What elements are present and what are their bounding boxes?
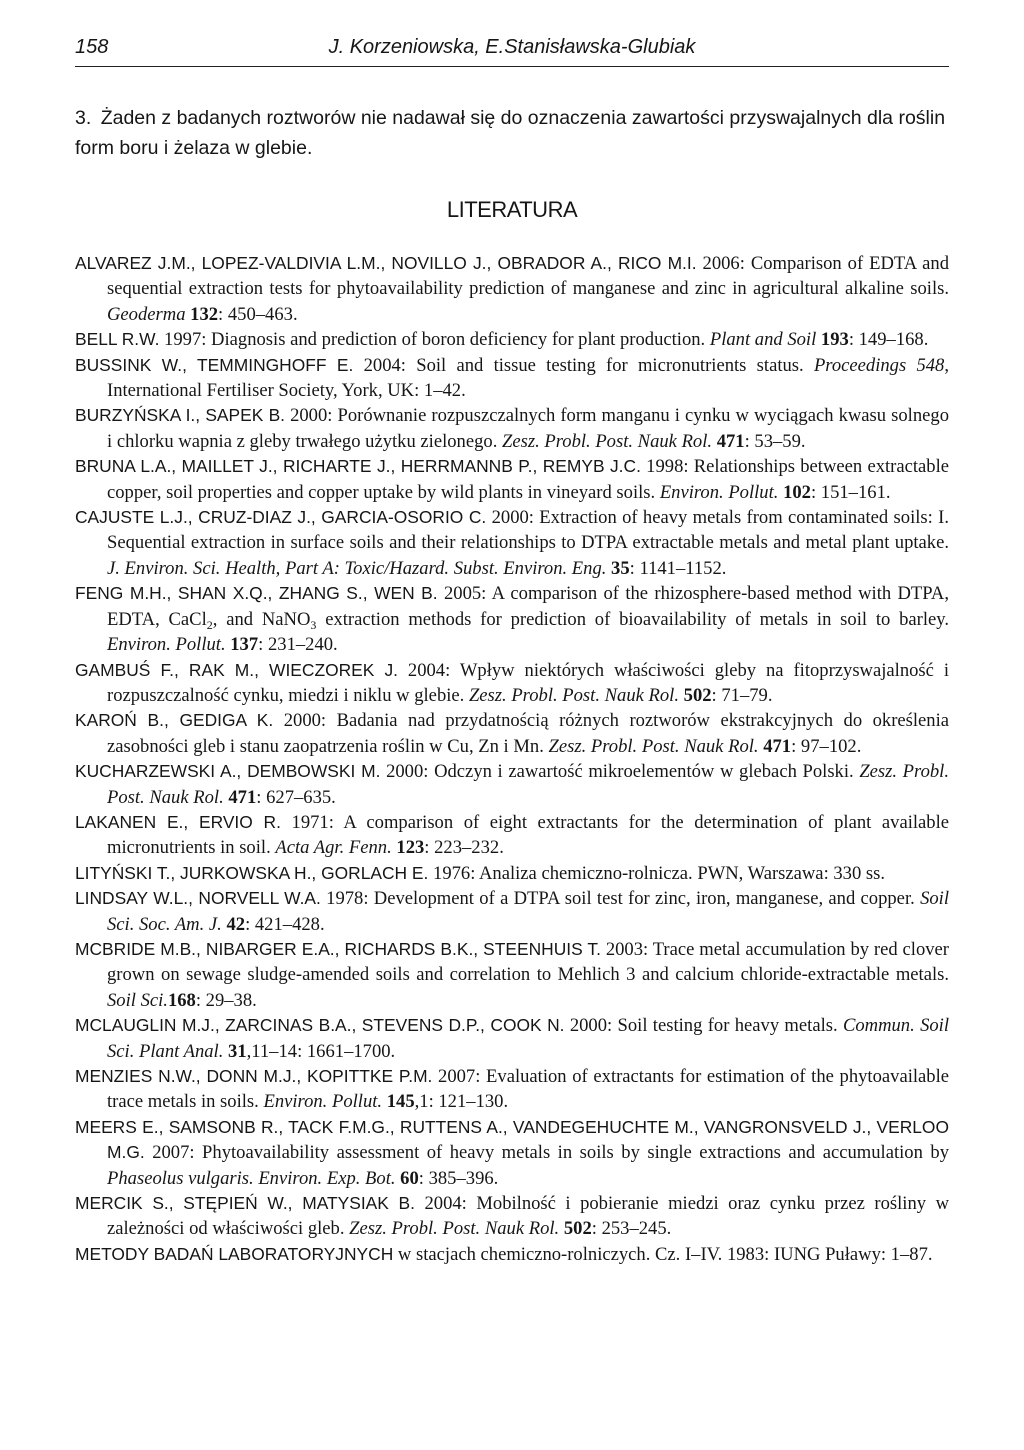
- reference-volume: 502: [559, 1218, 592, 1240]
- reference-body: 2003: Trace metal accumulation by red clover grown on sewage sludge-amended soils and correlation to Mehlich 3 and calcium chloride-extractable metals.: [107, 938, 950, 986]
- reference-pages: : 71–79.: [711, 684, 773, 706]
- reference-volume: 35: [606, 557, 630, 579]
- reference-volume: 471: [223, 786, 257, 808]
- reference-authors: KAROŃ B., GEDIGA K.: [75, 710, 274, 731]
- reference-body: 2007: Phytoavailability assessment of heavy metals in soils by single extractions and accumulation by: [144, 1142, 949, 1164]
- reference-journal: Zesz. Probl. Post. Nauk Rol.: [468, 684, 679, 706]
- reference-journal: Soil Sci. Soc. Am. J.: [107, 888, 949, 935]
- reference-entry: [75, 505, 949, 581]
- reference-body: 1997: Diagnosis and prediction of boron deficiency for plant production.: [159, 329, 710, 351]
- conclusion-item: [75, 103, 949, 163]
- reference-list: [75, 251, 949, 1267]
- reference-pages: : 223–232.: [424, 837, 504, 859]
- reference-body: 2000: Porównanie rozpuszczalnych form manganu i cynku w wyciągach kwasu solnego i chlorku wapnia z gleby trwałego użytku zielonego.: [107, 405, 949, 452]
- reference-entry: [75, 454, 949, 505]
- reference-journal: Geoderma: [107, 303, 186, 325]
- reference-pages: : 151–161.: [810, 481, 891, 503]
- reference-entry: [75, 1013, 949, 1064]
- reference-authors: MEERS E., SAMSONB R., TACK F.M.G., RUTTENS A., VANDEGEHUCHTE M., VANGRONSVELD J., VERLOO M.G.: [75, 1116, 949, 1163]
- reference-body: 2000: Extraction of heavy metals from contaminated soils: I. Sequential extraction in surface soils and their relationships to DTPA extractable metals and metal plant uptake.: [107, 507, 950, 554]
- reference-entry: [75, 353, 949, 404]
- reference-volume: 502: [679, 684, 712, 706]
- reference-pages: ,11–14: 1661–1700.: [246, 1040, 396, 1062]
- reference-volume: 168: [167, 989, 196, 1011]
- section-title: LITERATURA: [446, 197, 578, 222]
- reference-entry: [75, 937, 949, 1013]
- reference-entry: [75, 658, 949, 709]
- reference-authors: FENG M.H., SHAN X.Q., ZHANG S., WEN B.: [75, 583, 438, 604]
- reference-authors: MENZIES N.W., DONN M.J., KOPITTKE P.M.: [75, 1066, 433, 1086]
- reference-journal: Commun. Soil Sci. Plant Anal.: [107, 1015, 949, 1062]
- reference-volume: 60: [395, 1167, 419, 1189]
- reference-pages: : 627–635.: [256, 786, 336, 808]
- reference-volume: 471: [712, 430, 745, 452]
- reference-pages: : 29–38.: [195, 989, 257, 1011]
- reference-volume: 471: [758, 735, 792, 757]
- reference-entry: [75, 251, 949, 327]
- reference-entry: [75, 581, 949, 657]
- reference-volume: 132: [185, 303, 219, 325]
- reference-body: 2000: Soil testing for heavy metals.: [564, 1015, 843, 1037]
- reference-pages: : 1141–1152.: [629, 557, 727, 579]
- reference-authors: LINDSAY W.L., NORVELL W.A.: [75, 888, 321, 909]
- reference-pages: , International Fertiliser Society, York, UK: 1–42.: [107, 354, 949, 402]
- reference-volume: 102: [778, 481, 811, 503]
- reference-pages: : 385–396.: [418, 1167, 499, 1189]
- reference-body: 1976: Analiza chemiczno-rolnicza. PWN, Warszawa: 330 ss.: [428, 862, 886, 884]
- reference-authors: BELL R.W.: [75, 329, 160, 350]
- running-header: [75, 36, 949, 67]
- reference-body: 1971: A comparison of eight extractants for the determination of plant available micronutrients in soil.: [107, 811, 950, 859]
- subscript: 3: [310, 617, 317, 632]
- reference-volume: 193: [816, 329, 849, 351]
- reference-body: , and NaNO: [212, 608, 311, 630]
- conclusion-number: 3.: [75, 107, 92, 129]
- reference-pages: : 450–463.: [218, 303, 298, 325]
- reference-entry: [75, 1115, 949, 1191]
- reference-journal: Phaseolus vulgaris. Environ. Exp. Bot.: [107, 1167, 396, 1189]
- reference-volume: 31: [223, 1040, 247, 1062]
- reference-journal: Proceedings 548: [813, 354, 945, 376]
- reference-pages: : 421–428.: [245, 913, 325, 935]
- reference-entry: [75, 886, 949, 937]
- reference-volume: 42: [221, 913, 246, 935]
- reference-entry: [75, 327, 949, 352]
- reference-body: 1978: Development of a DTPA soil test for zinc, iron, manganese, and copper.: [320, 888, 921, 910]
- reference-journal: Zesz. Probl. Post. Nauk Rol.: [107, 761, 949, 808]
- reference-authors: METODY BADAŃ LABORATORYJNYCH: [75, 1243, 394, 1264]
- reference-journal: J. Environ. Sci. Health, Part A: Toxic/Hazard. Subst. Environ. Eng.: [107, 557, 607, 579]
- reference-entry: [75, 861, 949, 886]
- reference-authors: LITYŃSKI T., JURKOWSKA H., GORLACH E.: [75, 862, 429, 883]
- reference-body: 2006: Comparison of EDTA and sequential extraction tests for phytoavailability prediction of manganese and zinc in agricultural alkaline soils.: [107, 253, 949, 300]
- reference-journal: Zesz. Probl. Post. Nauk Rol.: [502, 430, 713, 452]
- reference-pages: : 53–59.: [744, 430, 806, 452]
- reference-body: 2004: Soil and tissue testing for micronutrients status.: [353, 354, 814, 376]
- reference-journal: Zesz. Probl. Post. Nauk Rol.: [548, 735, 759, 757]
- reference-entry: [75, 759, 949, 810]
- reference-journal: Soil Sci.: [107, 989, 168, 1011]
- reference-entry: [75, 1242, 949, 1267]
- reference-entry: [75, 810, 949, 861]
- reference-body: 2007: Evaluation of extractants for estimation of the phytoavailable trace metals in soils.: [107, 1066, 950, 1113]
- running-header-authors: J. Korzeniowska, E.Stanisławska-Glubiak: [328, 36, 696, 58]
- reference-entry: [75, 403, 949, 454]
- reference-journal: Plant and Soil: [709, 329, 817, 351]
- reference-authors: GAMBUŚ F., RAK M., WIECZOREK J.: [75, 659, 398, 680]
- reference-pages: : 149–168.: [848, 329, 929, 351]
- reference-body: 2005: A comparison of the rhizosphere-based method with DTPA, EDTA, CaCl: [107, 583, 949, 630]
- reference-volume: 145: [382, 1091, 415, 1113]
- reference-journal: Zesz. Probl. Post. Nauk Rol.: [349, 1218, 560, 1240]
- reference-entry: [75, 708, 949, 759]
- reference-authors: BUSSINK W., TEMMINGHOFF E.: [75, 354, 354, 375]
- reference-authors: CAJUSTE L.J., CRUZ-DIAZ J., GARCIA-OSORIO C.: [75, 507, 487, 528]
- reference-volume: 137: [225, 634, 259, 656]
- reference-entry: [75, 1064, 949, 1115]
- reference-pages: : 231–240.: [258, 634, 338, 656]
- reference-body: w stacjach chemiczno-rolniczych. Cz. I–IV. 1983: IUNG Puławy: 1–87.: [393, 1243, 933, 1265]
- reference-authors: MCBRIDE M.B., NIBARGER E.A., RICHARDS B.K., STEENHUIS T.: [75, 938, 601, 959]
- reference-volume: 123: [391, 837, 425, 859]
- reference-authors: ALVAREZ J.M., LOPEZ-VALDIVIA L.M., NOVILLO J., OBRADOR A., RICO M.I.: [75, 253, 697, 273]
- reference-pages: ,1: 121–130.: [414, 1091, 509, 1113]
- reference-journal: Environ. Pollut.: [263, 1091, 383, 1113]
- reference-authors: MCLAUGLIN M.J., ZARCINAS B.A., STEVENS D.P., COOK N.: [75, 1015, 565, 1036]
- reference-body: 2000: Odczyn i zawartość mikroelementów w glebach Polski.: [380, 761, 860, 783]
- reference-body: 2004: Mobilność i pobieranie miedzi oraz cynku przez rośliny w zależności od właściwości gleb.: [107, 1193, 949, 1240]
- reference-journal: Acta Agr. Fenn.: [275, 837, 392, 859]
- subscript: 2: [206, 617, 213, 632]
- reference-journal: Environ. Pollut.: [659, 481, 779, 503]
- reference-body: 2000: Badania nad przydatnością różnych roztworów ekstrakcyjnych do określenia zasobności gleb i stanu zaopatrzenia roślin w Cu, Zn i Mn.: [107, 710, 950, 757]
- reference-authors: LAKANEN E., ERVIO R.: [75, 811, 281, 832]
- reference-body: 2004: Wpływ niektórych właściwości gleby na fitoprzyswajalność i rozpuszczalność cynku, miedzi i niklu w glebie.: [107, 659, 949, 706]
- reference-authors: KUCHARZEWSKI A., DEMBOWSKI M.: [75, 761, 381, 782]
- conclusion-text: Żaden z badanych roztworów nie nadawał się do oznaczenia zawartości przyswajalnych dla roślin form boru i żelaza w glebie.: [75, 107, 946, 159]
- reference-pages: : 97–102.: [791, 735, 862, 757]
- reference-journal: Environ. Pollut.: [107, 634, 226, 656]
- reference-authors: BRUNA L.A., MAILLET J., RICHARTE J., HERRMANNB P., REMYB J.C.: [75, 456, 641, 477]
- page-number: 158: [75, 36, 109, 58]
- reference-authors: MERCIK S., STĘPIEŃ W., MATYSIAK B.: [75, 1193, 415, 1214]
- reference-body: 1998: Relationships between extractable copper, soil properties and copper uptake by wild plants in vineyard soils.: [107, 456, 950, 503]
- reference-authors: BURZYŃSKA I., SAPEK B.: [75, 405, 286, 426]
- reference-body: extraction methods for prediction of bioavailability of metals in soil to barley.: [316, 608, 950, 630]
- reference-pages: : 253–245.: [591, 1218, 672, 1240]
- reference-entry: [75, 1191, 949, 1242]
